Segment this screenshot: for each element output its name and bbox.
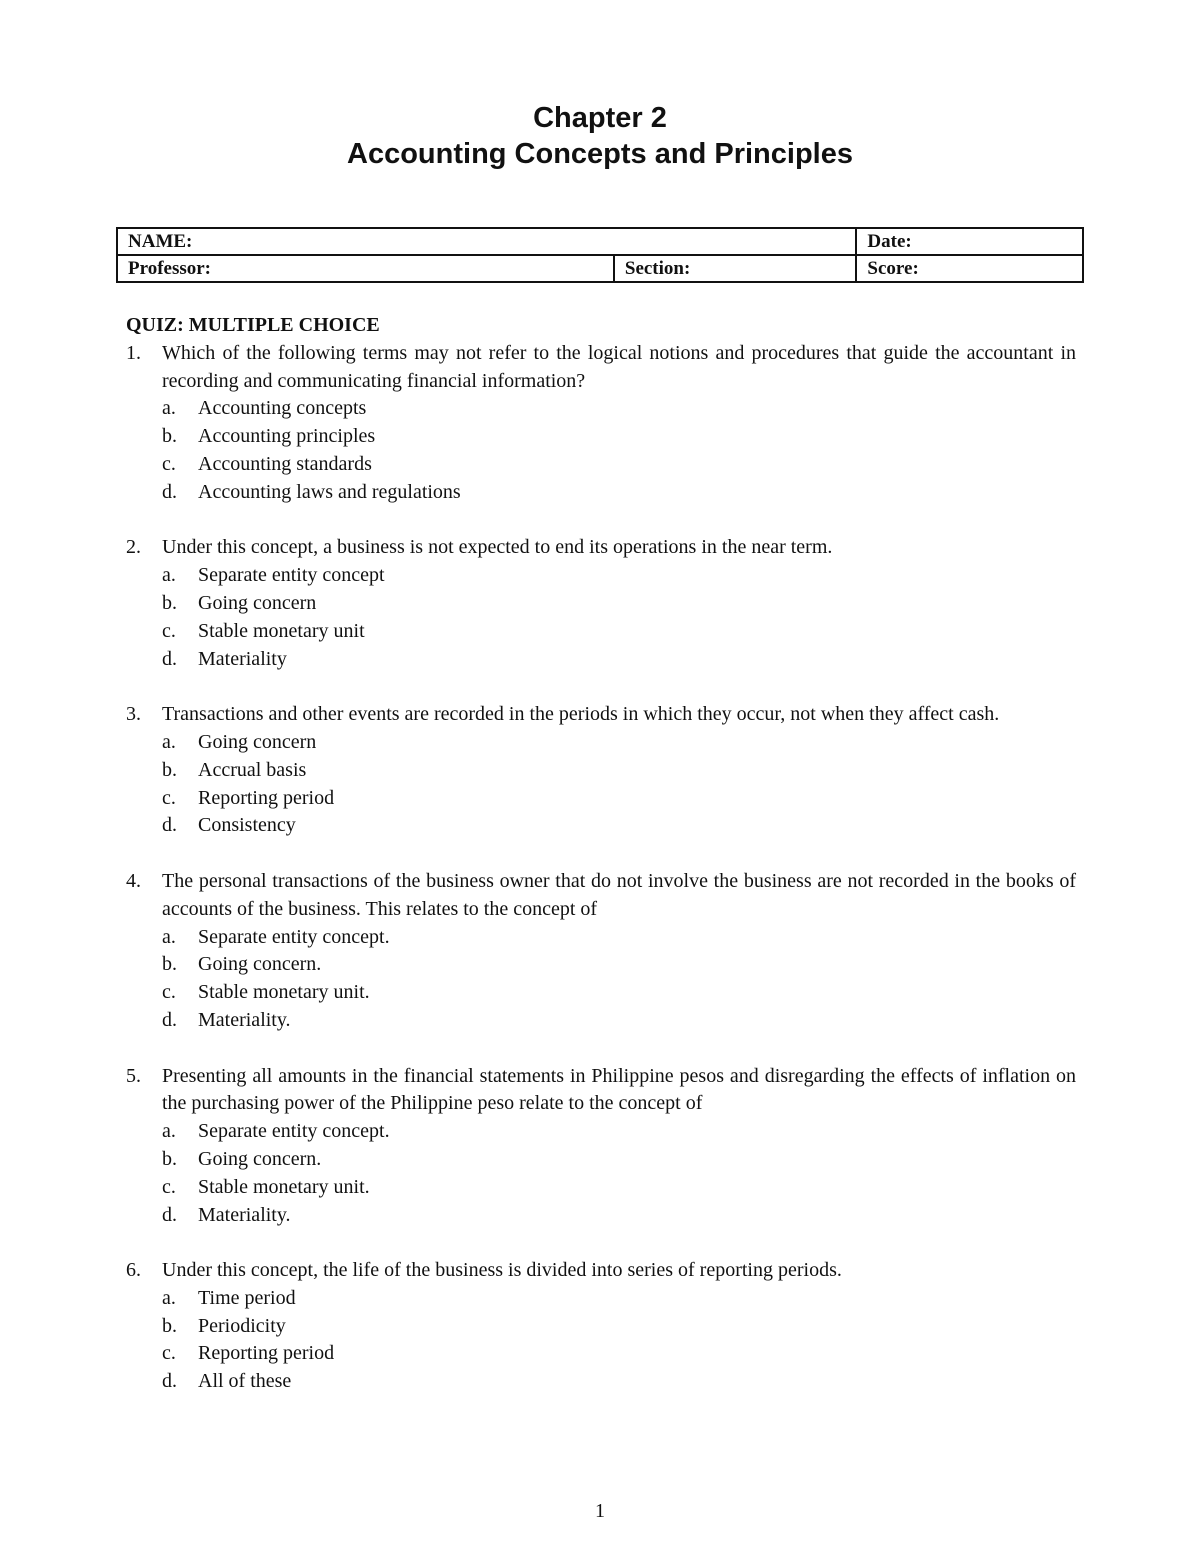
choice-list [162, 729, 1076, 840]
answer-choice[interactable] [162, 618, 1076, 646]
question-6 [126, 1257, 1076, 1396]
section-label: Section: [624, 257, 691, 279]
choice-letter: a. [162, 564, 176, 587]
choice-text: Consistency [198, 814, 296, 837]
question-list [126, 340, 1076, 1396]
choice-text: Materiality [198, 647, 287, 670]
choice-letter: d. [162, 480, 177, 503]
question-4 [126, 868, 1076, 1035]
choice-list [162, 924, 1076, 1035]
page-number: 1 [595, 1500, 605, 1522]
question-text: Which of the following terms may not refer to the logical notions and procedures that guide the accountant in recording and communicating financial information? [162, 341, 1076, 392]
quiz-heading: QUIZ: MULTIPLE CHOICE [126, 314, 380, 336]
date-label: Date: [867, 230, 912, 252]
choice-letter: a. [162, 730, 176, 753]
choice-list [162, 1285, 1076, 1396]
choice-letter: c. [162, 452, 176, 475]
choice-text: Separate entity concept. [198, 1120, 390, 1143]
choice-text: Separate entity concept. [198, 925, 390, 948]
score-label: Score: [867, 257, 919, 279]
student-info-table [116, 227, 1084, 283]
section-field[interactable] [614, 255, 857, 282]
choice-text: Reporting period [198, 1342, 335, 1365]
choice-text: Going concern. [198, 953, 322, 976]
answer-choice[interactable] [162, 1285, 1076, 1313]
choice-letter: b. [162, 1314, 177, 1337]
answer-choice[interactable] [162, 423, 1076, 451]
score-field[interactable] [856, 255, 1083, 282]
date-field[interactable] [856, 228, 1083, 255]
choice-letter: a. [162, 1120, 176, 1143]
choice-text: Accounting standards [198, 452, 372, 475]
choice-letter: b. [162, 758, 177, 781]
choice-letter: a. [162, 925, 176, 948]
choice-letter: a. [162, 397, 176, 420]
answer-choice[interactable] [162, 451, 1076, 479]
choice-list [162, 1118, 1076, 1229]
chapter-title: Accounting Concepts and Principles [347, 138, 853, 170]
name-field[interactable] [117, 228, 856, 255]
question-number: 6. [126, 1259, 141, 1282]
info-row-professor [117, 255, 1083, 282]
question-number: 5. [126, 1064, 141, 1087]
answer-choice[interactable] [162, 562, 1076, 590]
choice-text: Separate entity concept [198, 564, 385, 587]
answer-choice[interactable] [162, 395, 1076, 423]
choice-letter: a. [162, 1286, 176, 1309]
professor-label: Professor: [128, 257, 212, 279]
answer-choice[interactable] [162, 1340, 1076, 1368]
question-text: Transactions and other events are recorded in the periods in which they occur, not when they affect cash. [162, 703, 1000, 726]
title-block [0, 100, 1200, 172]
question-2 [126, 534, 1076, 673]
choice-text: Going concern [198, 591, 317, 614]
choice-letter: c. [162, 1342, 176, 1365]
quiz-section [126, 312, 1076, 1396]
choice-text: Accrual basis [198, 758, 307, 781]
question-number: 2. [126, 536, 141, 559]
name-label: NAME: [128, 230, 193, 252]
choice-letter: b. [162, 1147, 177, 1170]
choice-text: Accounting concepts [198, 397, 367, 420]
question-number: 4. [126, 869, 141, 892]
answer-choice[interactable] [162, 1174, 1076, 1202]
question-1 [126, 340, 1076, 507]
choice-list [162, 562, 1076, 673]
choice-text: All of these [198, 1370, 292, 1393]
answer-choice[interactable] [162, 979, 1076, 1007]
choice-letter: d. [162, 1008, 177, 1031]
professor-field[interactable] [117, 255, 614, 282]
question-text: Under this concept, the life of the business is divided into series of reporting periods. [162, 1259, 842, 1282]
answer-choice[interactable] [162, 951, 1076, 979]
choice-letter: b. [162, 425, 177, 448]
answer-choice[interactable] [162, 924, 1076, 952]
question-5 [126, 1063, 1076, 1230]
choice-text: Periodicity [198, 1314, 286, 1337]
choice-text: Going concern [198, 730, 317, 753]
choice-letter: b. [162, 953, 177, 976]
question-number: 3. [126, 703, 141, 726]
choice-letter: d. [162, 647, 177, 670]
question-3 [126, 701, 1076, 840]
choice-letter: c. [162, 1175, 176, 1198]
answer-choice[interactable] [162, 785, 1076, 813]
answer-choice[interactable] [162, 757, 1076, 785]
question-number: 1. [126, 341, 141, 364]
answer-choice[interactable] [162, 1368, 1076, 1396]
choice-text: Going concern. [198, 1147, 322, 1170]
answer-choice[interactable] [162, 1313, 1076, 1341]
question-text: Under this concept, a business is not expected to end its operations in the near term. [162, 536, 833, 559]
choice-letter: d. [162, 1203, 177, 1226]
choice-text: Stable monetary unit. [198, 981, 370, 1004]
choice-text: Stable monetary unit [198, 619, 365, 642]
choice-text: Materiality. [198, 1203, 291, 1226]
answer-choice[interactable] [162, 590, 1076, 618]
chapter-label: Chapter 2 [533, 102, 667, 134]
answer-choice[interactable] [162, 1007, 1076, 1035]
choice-letter: c. [162, 981, 176, 1004]
answer-choice[interactable] [162, 812, 1076, 840]
choice-letter: c. [162, 786, 176, 809]
choice-text: Time period [198, 1286, 296, 1309]
choice-letter: d. [162, 1370, 177, 1393]
choice-text: Accounting laws and regulations [198, 480, 461, 503]
choice-text: Materiality. [198, 1008, 291, 1031]
info-row-name [117, 228, 1083, 255]
answer-choice[interactable] [162, 1202, 1076, 1230]
choice-letter: d. [162, 814, 177, 837]
answer-choice[interactable] [162, 646, 1076, 674]
choice-letter: b. [162, 591, 177, 614]
question-text: The personal transactions of the business owner that do not involve the business are not recorded in the books of accounts of the business. This relates to the concept of [162, 869, 1076, 920]
question-text: Presenting all amounts in the financial statements in Philippine pesos and disregarding the effects of inflation on the purchasing power of the Philippine peso relate to the concept of [162, 1064, 1076, 1115]
choice-text: Accounting principles [198, 425, 376, 448]
answer-choice[interactable] [162, 479, 1076, 507]
answer-choice[interactable] [162, 729, 1076, 757]
choice-list [162, 395, 1076, 506]
choice-letter: c. [162, 619, 176, 642]
choice-text: Reporting period [198, 786, 335, 809]
answer-choice[interactable] [162, 1146, 1076, 1174]
choice-text: Stable monetary unit. [198, 1175, 370, 1198]
answer-choice[interactable] [162, 1118, 1076, 1146]
